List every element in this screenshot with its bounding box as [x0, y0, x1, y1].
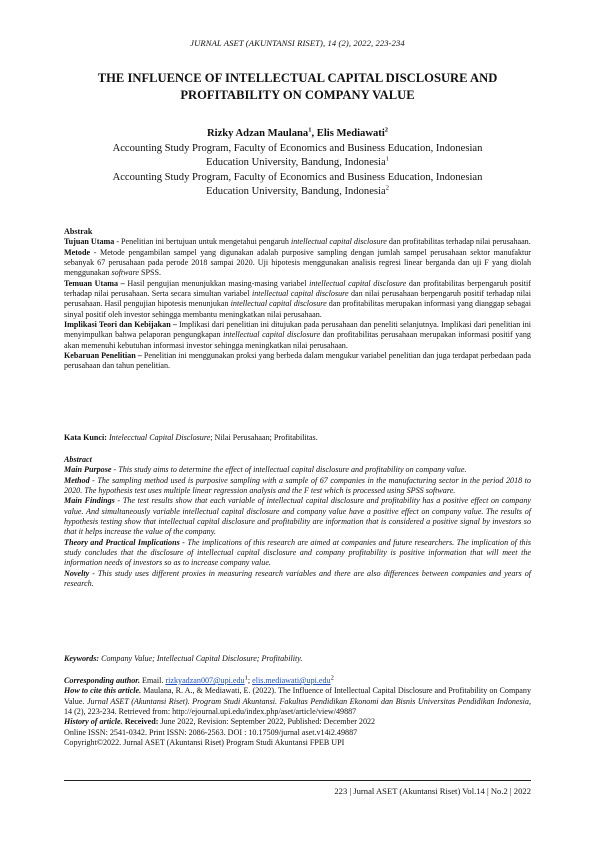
paper-title: [64, 70, 531, 103]
abstrak-heading: Abstrak: [64, 227, 93, 236]
abstract-purpose: Main Purpose - This study aims to determine the effect of intellectual capital disclosure and profitability on company value.: [64, 465, 467, 475]
footer-rule: [64, 780, 531, 781]
abstract-heading: Abstract: [64, 455, 92, 464]
title-line-2: PROFITABILITY ON COMPANY VALUE: [180, 87, 415, 102]
issn-line: Online ISSN: 2541-0342. Print ISSN: 2086-2563. DOI : 10.17509/jurnal aset.v14i2.49887: [64, 727, 358, 737]
affiliation-1-line-1: Accounting Study Program, Faculty of Economics and Business Education, Indonesian: [112, 142, 483, 154]
abstrak-implikasi: Implikasi Teori dan Kebijakan – Implikasi dari penelitian ini ditujukan pada perusahaan dan peneliti selanjutnya. Implikasi dari penelitian ini menyimpulkan bahwa pelaporan pengungkapan intellectual capital disclosure dan profitabilitas perusahaan merupakan informasi positif yang akan memenuhi kebutuhan informasi investor sehingga meningkatkan nilai perusahaan.: [64, 320, 531, 350]
how-to-cite: How to cite this article. Maulana, R. A., & Mediawati, E. (2022). The Influence of Intellectual Capital Disclosure and Profitability on Company Value. Jurnal ASET (Akuntansi Riset). Program Studi Akuntansi. Fakultas Pendidikan Ekonomi dan Bisnis Universitas Pendidikan Indonesia, 14 (2), 223-234. Retrieved from: http://ejournal.upi.edu/index.php/aset/article/view/49887: [64, 686, 531, 717]
abstrak-section: [64, 227, 531, 372]
affiliation-1-line-2: Education University, Bandung, Indonesia$^1$: [206, 155, 389, 169]
kata-kunci: Kata Kunci: Intelecctual Capital Disclosure; Nilai Perusahaan; Profitabilitas.: [64, 433, 318, 442]
journal-header: JURNAL ASET (AKUNTANSI RISET), 14 (2), 2022, 223-234: [190, 38, 405, 48]
affiliation-2-line-2: Education University, Bandung, Indonesia$^2$: [206, 184, 389, 198]
author-block: [64, 127, 531, 200]
citation-block: [64, 676, 531, 748]
copyright-line: Copyright©2022. Jurnal ASET (Akuntansi Riset) Program Studi Akuntansi FPEB UPI: [64, 738, 345, 748]
abstract-section: [64, 455, 531, 589]
affiliation-2-line-1: Accounting Study Program, Faculty of Economics and Business Education, Indonesian: [112, 171, 483, 183]
page-footer: 223 | Jurnal ASET (Akuntansi Riset) Vol.14 | No.2 | 2022: [334, 786, 531, 796]
abstract-theory: Theory and Practical Implications - The implications of this research are aimed at companies and future researchers. The implication of this study concludes that the disclosure of intellectual capital disclosure and company profitability is positive information that will meet the information needs of investors so as to increase company value.: [64, 537, 532, 568]
keywords: Keywords: Company Value; Intellectual Capital Disclosure; Profitability.: [64, 654, 303, 663]
abstrak-metode: Metode - Metode pengambilan sampel yang digunakan adalah purposive sampling dengan jumlah sampel perusahaan sektor manufaktur sebanyak 67 perusahaan pada perode 2018 sampai 2020. Uji hipotesis menggunakan analisis regresi linear berganda dan uji F yang diolah menggunakan software SPSS.: [64, 247, 531, 278]
abstrak-kebaruan: Kebaruan Penelitian – Penelitian ini menggunakan proksi yang berbeda dalam mengukur variabel penelitian dan juga terdapat perbedaan pada perusahaan dan tahun penelitian.: [64, 351, 531, 371]
email-link-2[interactable]: elis.mediawati@upi.edu: [252, 676, 331, 685]
abstrak-temuan: Temuan Utama – Hasil pengujian menunjukkan masing-masing variabel intellectual capital disclosure dan profitabilitas berpengaruh positif terhadap nilai perusahaan. Serta secara simultan variabel intellectual capital disclosure dan nilai perusahaan berpengaruh positif terhadap nilai perusahaan. Hasil pengujian hipotesis menunjukan intellectual capital disclosure dan profitabilitas merupakan informasi yang dianggap sebagai sinyal positif oleh investor sehingga membantu meningkatkan nilai perusahaan.: [64, 278, 531, 319]
title-line-1: THE INFLUENCE OF INTELLECTUAL CAPITAL DISCLOSURE AND: [97, 71, 498, 85]
email-link-1[interactable]: rizkyadzan007@upi.edu: [165, 676, 245, 685]
author-1-sup: 1: [308, 126, 312, 134]
abstrak-tujuan: Tujuan Utama - Penelitian ini bertujuan untuk mengetahui pengaruh intellectual capital disclosure dan profitabilitas terhadap nilai perusahaan.: [64, 237, 531, 247]
article-history: History of article. Received: June 2022, Revision: September 2022, Published: December 2022: [64, 717, 376, 727]
abstract-novelty: Novelty - This study uses different proxies in measuring research variables and there are also differences between companies and years of research.: [64, 568, 531, 589]
author-1: Rizky Adzan Maulana: [206, 128, 309, 139]
author-names: Rizky Adzan Maulana$^1$, Elis Mediawati$^2$: [206, 126, 389, 139]
abstract-findings: Main Findings - The test results show that each variable of intellectual capital disclosure and profitability has a positive effect on company value. And simultaneously variable intellectual capital disclosure and company value have a positive effect on company value. The results of hypothesis testing show that intellectual capital disclosure and profitability are information that is considered a positive signal by investors so that it helps increase the value of the company.: [64, 496, 531, 537]
author-2-sup: 2: [384, 126, 389, 134]
corresponding-author: Corresponding author. Email. rizkyadzan007@upi.edu$^1$; elis.mediawati@upi.edu$^2$: [64, 674, 334, 685]
abstract-method: Method - The sampling method used is purposive sampling with a sample of 67 companies in the manufacturing sector in the period 2018 to 2020. The hypothesis test uses multiple linear regression analysis and the F test which is processed using SPSS software.: [64, 475, 531, 496]
author-2: Elis Mediawati: [316, 128, 385, 139]
